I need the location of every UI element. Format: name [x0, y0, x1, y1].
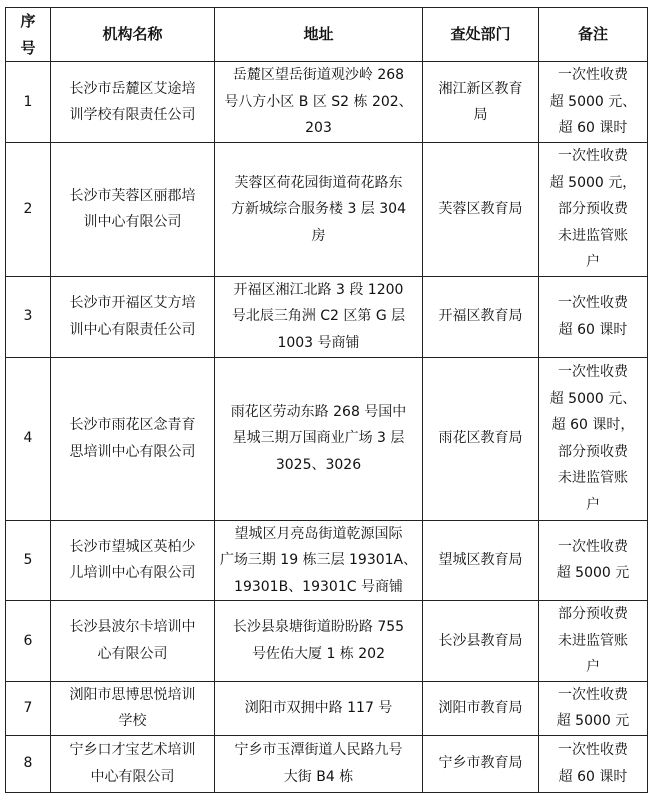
cell-dept: 开福区教育局	[423, 276, 539, 357]
table-row	[6, 735, 648, 792]
cell-name: 长沙市雨花区念青育 思培训中心有限公司	[51, 357, 215, 520]
cell-address: 长沙县泉塘街道盼盼路 755 号佐佑大厦 1 栋 202	[215, 601, 423, 682]
cell-no: 5	[6, 520, 51, 601]
table-row	[6, 143, 648, 277]
cell-name: 长沙县波尔卡培训中 心有限公司	[51, 601, 215, 682]
cell-note: 一次性收费 超 5000 元， 部分预收费 未进监管账 户	[539, 143, 648, 277]
cell-no: 3	[6, 276, 51, 357]
header-note: 备注	[539, 8, 648, 62]
cell-name: 浏阳市思博思悦培训 学校	[51, 681, 215, 735]
cell-no: 8	[6, 735, 51, 792]
cell-note: 一次性收费 超 5000 元	[539, 520, 648, 601]
cell-dept: 浏阳市教育局	[423, 681, 539, 735]
cell-note: 部分预收费 未进监管账 户	[539, 601, 648, 682]
cell-name: 长沙市岳麓区艾途培 训学校有限责任公司	[51, 62, 215, 143]
header-dept: 查处部门	[423, 8, 539, 62]
table-row	[6, 520, 648, 601]
cell-address: 岳麓区望岳街道观沙岭 268 号八方小区 B 区 S2 栋 202、 203	[215, 62, 423, 143]
cell-no: 7	[6, 681, 51, 735]
cell-no: 2	[6, 143, 51, 277]
table-row	[6, 601, 648, 682]
header-address: 地址	[215, 8, 423, 62]
cell-name: 宁乡口才宝艺术培训 中心有限公司	[51, 735, 215, 792]
cell-name: 长沙市芙蓉区丽郡培 训中心有限公司	[51, 143, 215, 277]
cell-dept: 雨花区教育局	[423, 357, 539, 520]
cell-dept: 长沙县教育局	[423, 601, 539, 682]
cell-note: 一次性收费 超 5000 元、 超 60 课时， 部分预收费 未进监管账 户	[539, 357, 648, 520]
table-row	[6, 276, 648, 357]
cell-dept: 望城区教育局	[423, 520, 539, 601]
cell-dept: 宁乡市教育局	[423, 735, 539, 792]
cell-address: 宁乡市玉潭街道人民路九号 大街 B4 栋	[215, 735, 423, 792]
cell-no: 6	[6, 601, 51, 682]
cell-note: 一次性收费 超 60 课时	[539, 276, 648, 357]
cell-address: 开福区湘江北路 3 段 1200 号北辰三角洲 C2 区第 G 层 1003 号商铺	[215, 276, 423, 357]
table-row	[6, 62, 648, 143]
header-no: 序 号	[6, 8, 51, 62]
cell-address: 芙蓉区荷花园街道荷花路东 方新城综合服务楼 3 层 304 房	[215, 143, 423, 277]
header-row	[6, 8, 648, 62]
cell-no: 1	[6, 62, 51, 143]
cell-address: 望城区月亮岛街道乾源国际 广场三期 19 栋三层 19301A、 19301B、19301C 号商铺	[215, 520, 423, 601]
header-name: 机构名称	[51, 8, 215, 62]
cell-no: 4	[6, 357, 51, 520]
cell-address: 浏阳市双拥中路 117 号	[215, 681, 423, 735]
cell-name: 长沙市望城区英柏少 儿培训中心有限公司	[51, 520, 215, 601]
cell-dept: 芙蓉区教育局	[423, 143, 539, 277]
cell-dept: 湘江新区教育 局	[423, 62, 539, 143]
cell-name: 长沙市开福区艾方培 训中心有限责任公司	[51, 276, 215, 357]
table-row	[6, 357, 648, 520]
cell-note: 一次性收费 超 60 课时	[539, 735, 648, 792]
cell-note: 一次性收费 超 5000 元	[539, 681, 648, 735]
table-row	[6, 681, 648, 735]
institutions-table	[5, 7, 648, 793]
cell-address: 雨花区劳动东路 268 号国中 星城三期万国商业广场 3 层 3025、3026	[215, 357, 423, 520]
cell-note: 一次性收费 超 5000 元、 超 60 课时	[539, 62, 648, 143]
